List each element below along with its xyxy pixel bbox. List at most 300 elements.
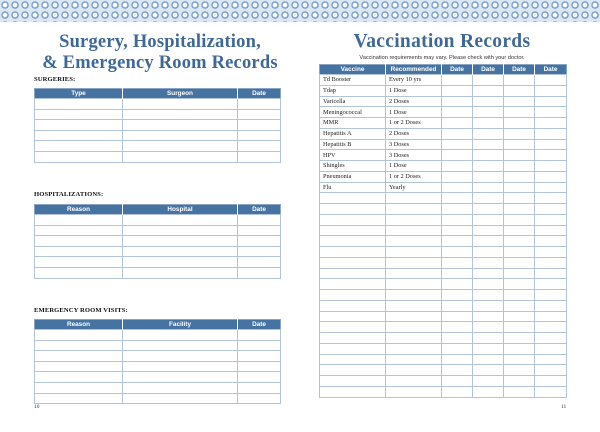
blank-entry-cell [123,236,238,247]
blank-entry-cell [504,343,535,354]
blank-entry-cell [535,290,567,301]
blank-entry-cell [238,372,281,383]
table-row [35,267,281,278]
blank-entry-cell [504,161,535,172]
blank-entry-cell [123,215,238,226]
table-row [35,372,281,383]
blank-entry-cell [320,257,386,268]
blank-entry-cell [238,267,281,278]
blank-entry-cell [535,139,567,150]
blank-entry-cell [320,290,386,301]
table-row [320,75,567,86]
blank-entry-cell [35,236,123,247]
blank-entry-cell [35,267,123,278]
blank-entry-cell [473,193,504,204]
blank-entry-cell [535,161,567,172]
blank-entry-cell [238,225,281,236]
table-row [35,130,281,141]
blank-entry-cell [473,354,504,365]
blank-entry-cell [504,333,535,344]
table-row [35,141,281,152]
blank-entry-cell [238,382,281,393]
blank-entry-cell [123,246,238,257]
blank-entry-cell [535,96,567,107]
table-row [320,193,567,204]
blank-entry-cell [123,151,238,162]
table-row [35,351,281,362]
blank-entry-cell [442,225,473,236]
table-row [35,99,281,110]
surgeries-rows [35,99,281,163]
vaccine-name-cell: Flu [320,182,386,193]
blank-entry-cell [386,236,442,247]
blank-entry-cell [473,150,504,161]
blank-entry-cell [386,343,442,354]
blank-entry-cell [504,290,535,301]
blank-entry-cell [35,330,123,341]
blank-entry-cell [473,343,504,354]
blank-entry-cell [386,214,442,225]
right-page-title: Vaccination Records [353,31,531,52]
blank-entry-cell [504,268,535,279]
blank-entry-cell [238,151,281,162]
column-header-date: Date [238,89,281,99]
blank-entry-cell [535,386,567,397]
blank-entry-cell [442,96,473,107]
blank-entry-cell [320,311,386,322]
blank-entry-cell [473,139,504,150]
column-header-date: Date [238,205,281,215]
blank-entry-cell [35,141,123,152]
table-row [320,225,567,236]
blank-entry-cell [473,311,504,322]
decorative-pattern-band [0,0,600,22]
blank-entry-cell [442,354,473,365]
blank-entry-cell [320,343,386,354]
blank-entry-cell [123,267,238,278]
blank-entry-cell [35,109,123,120]
surgeries-header-row [35,89,281,99]
blank-entry-cell [35,225,123,236]
blank-entry-cell [238,340,281,351]
table-row [320,343,567,354]
blank-entry-cell [442,365,473,376]
blank-entry-cell [238,330,281,341]
blank-entry-cell [238,246,281,257]
column-header-facility: Facility [123,320,238,330]
blank-entry-cell [504,311,535,322]
emergency-room-visits-label: EMERGENCY ROOM VISITS: [34,307,128,314]
blank-entry-cell [35,393,123,404]
recommended-dose-cell: 1 or 2 Doses [386,118,442,129]
blank-entry-cell [504,300,535,311]
blank-entry-cell [123,340,238,351]
column-header-recommended: Recommended [386,65,442,75]
blank-entry-cell [442,300,473,311]
table-row [320,236,567,247]
blank-entry-cell [504,365,535,376]
blank-entry-cell [123,257,238,268]
blank-entry-cell [123,382,238,393]
table-row [320,118,567,129]
blank-entry-cell [386,290,442,301]
recommended-dose-cell: 1 Dose [386,161,442,172]
table-row [320,311,567,322]
blank-entry-cell [386,333,442,344]
table-row [320,300,567,311]
column-header-date: Date [238,320,281,330]
blank-entry-cell [386,311,442,322]
blank-entry-cell [473,128,504,139]
blank-entry-cell [442,322,473,333]
blank-entry-cell [123,120,238,131]
recommended-dose-cell: 2 Doses [386,128,442,139]
blank-entry-cell [123,225,238,236]
blank-entry-cell [535,311,567,322]
blank-entry-cell [320,279,386,290]
table-row [35,257,281,268]
blank-entry-cell [386,268,442,279]
blank-entry-cell [320,225,386,236]
blank-entry-cell [35,120,123,131]
blank-entry-cell [504,139,535,150]
blank-entry-cell [473,96,504,107]
blank-entry-cell [386,300,442,311]
blank-entry-cell [238,393,281,404]
table-row [35,382,281,393]
blank-entry-cell [504,322,535,333]
blank-entry-cell [442,290,473,301]
recommended-dose-cell: 3 Doses [386,150,442,161]
blank-entry-cell [238,215,281,226]
blank-entry-cell [473,204,504,215]
blank-entry-cell [473,247,504,258]
column-header-date: Date [535,65,567,75]
blank-entry-cell [238,109,281,120]
blank-entry-cell [386,225,442,236]
blank-entry-cell [504,96,535,107]
table-row [320,257,567,268]
table-row [35,393,281,404]
vaccine-name-cell: MMR [320,118,386,129]
blank-entry-cell [442,161,473,172]
blank-entry-cell [504,182,535,193]
blank-entry-cell [442,128,473,139]
blank-entry-cell [504,75,535,86]
blank-entry-cell [473,236,504,247]
blank-entry-cell [504,354,535,365]
hospitalizations-header-row [35,205,281,215]
blank-entry-cell [473,118,504,129]
blank-entry-cell [386,247,442,258]
blank-entry-cell [123,141,238,152]
blank-entry-cell [473,386,504,397]
blank-entry-cell [535,118,567,129]
vaccine-name-cell: Hepatitis B [320,139,386,150]
blank-entry-cell [442,182,473,193]
vaccine-name-cell: Shingles [320,161,386,172]
blank-entry-cell [386,257,442,268]
emergency-header-row [35,320,281,330]
blank-entry-cell [535,204,567,215]
blank-entry-cell [238,99,281,110]
blank-entry-cell [442,311,473,322]
blank-entry-cell [238,141,281,152]
blank-entry-cell [320,333,386,344]
blank-entry-cell [535,343,567,354]
blank-entry-cell [442,107,473,118]
blank-entry-cell [504,118,535,129]
vaccine-name-cell: Hepatitis A [320,128,386,139]
blank-entry-cell [473,257,504,268]
table-row [320,376,567,387]
blank-entry-cell [386,354,442,365]
blank-entry-cell [535,300,567,311]
blank-entry-cell [535,182,567,193]
blank-entry-cell [504,107,535,118]
vaccine-name-cell: Pneumonia [320,171,386,182]
left-title-line-1: Surgery, Hospitalization, [59,32,261,52]
blank-entry-cell [535,247,567,258]
blank-entry-cell [123,99,238,110]
blank-entry-cell [320,386,386,397]
blank-entry-cell [35,351,123,362]
recommended-dose-cell: 1 Dose [386,85,442,96]
table-row [320,150,567,161]
blank-entry-cell [35,340,123,351]
table-row [320,268,567,279]
recommended-dose-cell: 2 Doses [386,96,442,107]
table-row [320,214,567,225]
blank-entry-cell [35,372,123,383]
table-row [320,354,567,365]
recommended-dose-cell: 3 Doses [386,139,442,150]
surgeries-label: SURGERIES: [34,76,76,83]
table-row [320,365,567,376]
vaccine-name-cell: HPV [320,150,386,161]
blank-entry-cell [535,322,567,333]
blank-entry-cell [442,343,473,354]
blank-entry-cell [535,128,567,139]
blank-entry-cell [504,257,535,268]
vaccine-name-cell: Td Booster [320,75,386,86]
blank-entry-cell [442,214,473,225]
blank-entry-cell [386,365,442,376]
column-header-date: Date [504,65,535,75]
blank-entry-cell [535,225,567,236]
blank-entry-cell [123,130,238,141]
blank-entry-cell [442,268,473,279]
blank-entry-cell [535,107,567,118]
hospitalizations-rows [35,215,281,279]
blank-entry-cell [535,236,567,247]
blank-entry-cell [320,268,386,279]
blank-entry-cell [473,268,504,279]
blank-entry-cell [504,247,535,258]
vaccination-rows [320,75,567,398]
blank-entry-cell [320,214,386,225]
blank-entry-cell [320,322,386,333]
blank-entry-cell [473,214,504,225]
blank-entry-cell [504,236,535,247]
blank-entry-cell [442,279,473,290]
table-row [35,120,281,131]
blank-entry-cell [535,365,567,376]
table-row [35,215,281,226]
blank-entry-cell [35,215,123,226]
blank-entry-cell [442,204,473,215]
table-row [35,246,281,257]
blank-entry-cell [504,204,535,215]
blank-entry-cell [442,193,473,204]
table-row [35,109,281,120]
blank-entry-cell [473,225,504,236]
blank-entry-cell [35,382,123,393]
emergency-room-visits-table [34,319,281,404]
blank-entry-cell [473,322,504,333]
hospitalizations-table [34,204,281,279]
column-header-reason: Reason [35,205,123,215]
blank-entry-cell [442,75,473,86]
vaccination-note: Vaccination requirements may vary. Please check with your doctor. [359,55,525,61]
blank-entry-cell [504,128,535,139]
blank-entry-cell [504,225,535,236]
blank-entry-cell [442,257,473,268]
blank-entry-cell [473,171,504,182]
blank-entry-cell [386,322,442,333]
blank-entry-cell [320,376,386,387]
blank-entry-cell [535,279,567,290]
vaccine-name-cell: Meningococcal [320,107,386,118]
blank-entry-cell [504,279,535,290]
blank-entry-cell [386,193,442,204]
blank-entry-cell [535,150,567,161]
blank-entry-cell [535,85,567,96]
blank-entry-cell [535,257,567,268]
table-row [320,182,567,193]
blank-entry-cell [473,107,504,118]
blank-entry-cell [320,300,386,311]
blank-entry-cell [473,300,504,311]
blank-entry-cell [386,279,442,290]
blank-entry-cell [238,257,281,268]
blank-entry-cell [320,365,386,376]
column-header-hospital: Hospital [123,205,238,215]
blank-entry-cell [535,333,567,344]
blank-entry-cell [123,361,238,372]
blank-entry-cell [473,290,504,301]
blank-entry-cell [473,85,504,96]
blank-entry-cell [35,130,123,141]
blank-entry-cell [442,139,473,150]
table-row [35,361,281,372]
blank-entry-cell [442,333,473,344]
blank-entry-cell [386,376,442,387]
blank-entry-cell [35,151,123,162]
blank-entry-cell [504,376,535,387]
blank-entry-cell [473,279,504,290]
vaccination-header-row [320,65,567,75]
table-row [320,322,567,333]
blank-entry-cell [442,236,473,247]
blank-entry-cell [535,171,567,182]
blank-entry-cell [504,171,535,182]
table-row [35,340,281,351]
table-row [320,171,567,182]
blank-entry-cell [535,214,567,225]
table-row [320,128,567,139]
table-row [35,330,281,341]
table-row [35,236,281,247]
column-header-surgeon: Surgeon [123,89,238,99]
left-page-title [40,32,280,73]
hospitalizations-label: HOSPITALIZATIONS: [34,191,104,198]
blank-entry-cell [535,75,567,86]
blank-entry-cell [386,204,442,215]
surgeries-table [34,88,281,163]
table-row [320,290,567,301]
blank-entry-cell [442,247,473,258]
table-row [320,204,567,215]
blank-entry-cell [473,376,504,387]
vaccine-name-cell: Tdap [320,85,386,96]
recommended-dose-cell: 1 or 2 Doses [386,171,442,182]
column-header-reason: Reason [35,320,123,330]
table-row [320,247,567,258]
blank-entry-cell [123,351,238,362]
blank-entry-cell [442,386,473,397]
blank-entry-cell [123,393,238,404]
blank-entry-cell [386,386,442,397]
column-header-type: Type [35,89,123,99]
blank-entry-cell [473,161,504,172]
table-row [320,139,567,150]
blank-entry-cell [535,193,567,204]
table-row [320,279,567,290]
blank-entry-cell [442,150,473,161]
blank-entry-cell [504,214,535,225]
blank-entry-cell [35,99,123,110]
blank-entry-cell [504,85,535,96]
blank-entry-cell [320,354,386,365]
table-row [320,85,567,96]
vaccine-name-cell: Varicella [320,96,386,107]
table-row [320,333,567,344]
blank-entry-cell [123,330,238,341]
vaccination-table [319,64,567,398]
column-header-date: Date [442,65,473,75]
blank-entry-cell [123,109,238,120]
blank-entry-cell [35,257,123,268]
blank-entry-cell [473,333,504,344]
blank-entry-cell [473,182,504,193]
blank-entry-cell [320,193,386,204]
table-row [320,107,567,118]
blank-entry-cell [123,372,238,383]
page-number-right: 11 [561,404,567,410]
page-number-left: 10 [34,404,40,410]
blank-entry-cell [320,236,386,247]
blank-entry-cell [238,236,281,247]
emergency-room-visits-rows [35,330,281,404]
table-row [320,96,567,107]
blank-entry-cell [504,150,535,161]
blank-entry-cell [238,130,281,141]
blank-entry-cell [535,354,567,365]
blank-entry-cell [238,120,281,131]
table-row [35,225,281,236]
recommended-dose-cell: Yearly [386,182,442,193]
